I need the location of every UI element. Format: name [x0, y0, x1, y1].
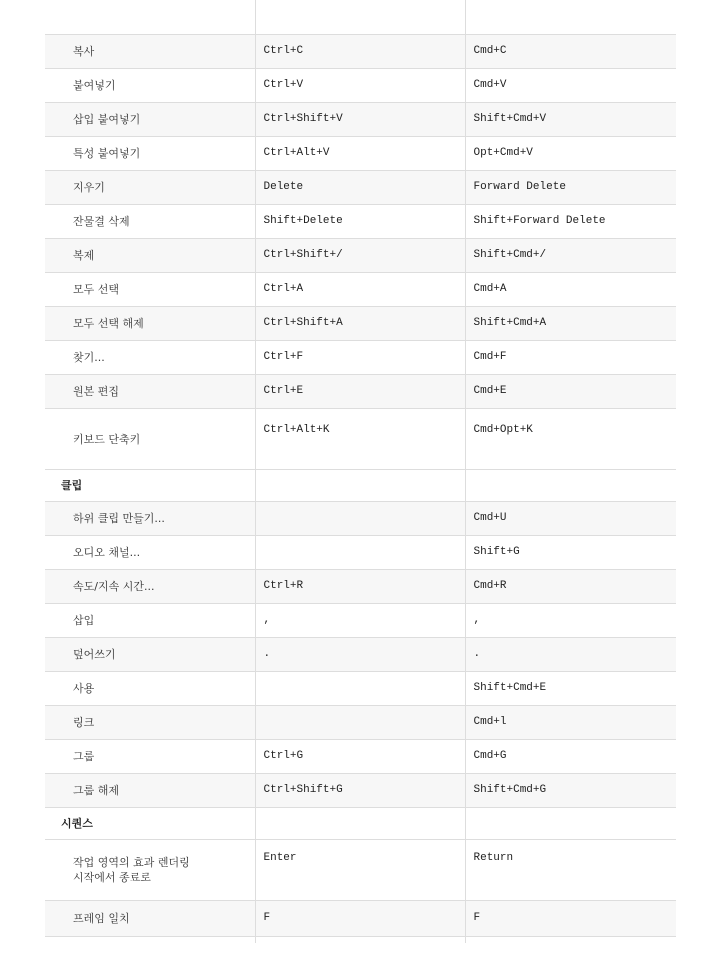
table-row: 그룹 Ctrl+G Cmd+G: [45, 740, 676, 774]
table-row: 붙여넣기 Ctrl+V Cmd+V: [45, 69, 676, 103]
section-header-clip: 클립: [45, 470, 676, 502]
section-header-sequence: 시퀀스: [45, 808, 676, 840]
table-row: 키보드 단축키 Ctrl+Alt+K Cmd+Opt+K: [45, 409, 676, 470]
row-name-line-2: 시작에서 종료로: [73, 871, 151, 884]
table-row: 삽입 , ,: [45, 604, 676, 638]
table-row: 찾기... Ctrl+F Cmd+F: [45, 341, 676, 375]
table-row: 특성 붙여넣기 Ctrl+Alt+V Opt+Cmd+V: [45, 137, 676, 171]
table-row: 오디오 채널... Shift+G: [45, 536, 676, 570]
table-row: 하위 클립 만들기... Cmd+U: [45, 502, 676, 536]
table-row: 지우기 Delete Forward Delete: [45, 171, 676, 205]
table-row: 복제 Ctrl+Shift+/ Shift+Cmd+/: [45, 239, 676, 273]
table-row: 링크 Cmd+l: [45, 706, 676, 740]
table-row: 원본 편집 Ctrl+E Cmd+E: [45, 375, 676, 409]
shortcut-table-container: [45, 0, 676, 943]
table-row: 작업 영역의 효과 렌더링 시작에서 종료로 Enter Return: [45, 840, 676, 901]
table-row: 덮어쓰기 . .: [45, 638, 676, 672]
shortcut-table: [45, 0, 676, 943]
row-name-line-1: 작업 영역의 효과 렌더링: [73, 856, 190, 869]
table-row: 복사 Ctrl+C Cmd+C: [45, 35, 676, 69]
table-row: 그룹 해제 Ctrl+Shift+G Shift+Cmd+G: [45, 774, 676, 808]
table-row: 모두 선택 Ctrl+A Cmd+A: [45, 273, 676, 307]
table-row: 속도/지속 시간... Ctrl+R Cmd+R: [45, 570, 676, 604]
table-row: 모두 선택 해제 Ctrl+Shift+A Shift+Cmd+A: [45, 307, 676, 341]
table-row: 프레임 일치 F F: [45, 901, 676, 937]
table-row: 잔물결 삭제 Shift+Delete Shift+Forward Delete: [45, 205, 676, 239]
table-top-spacer: [45, 0, 676, 35]
table-bottom-spacer: [45, 937, 676, 944]
table-row: 사용 Shift+Cmd+E: [45, 672, 676, 706]
table-row: 삽입 붙여넣기 Ctrl+Shift+V Shift+Cmd+V: [45, 103, 676, 137]
